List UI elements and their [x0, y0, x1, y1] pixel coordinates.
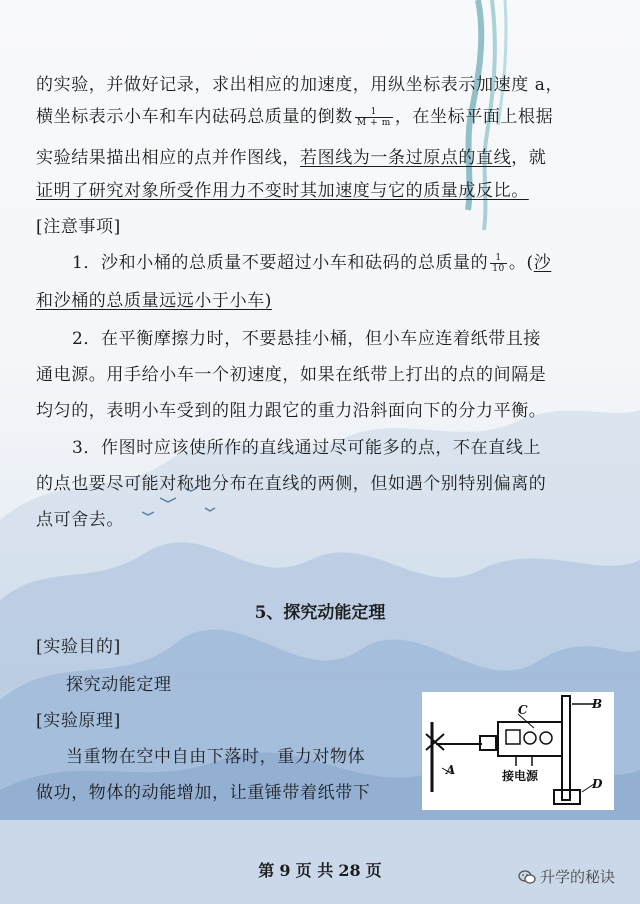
text-line: 当重物在空中自由下落时，重力对物体 [66, 747, 366, 767]
text-segment: 1．沙和小桶的总质量不要超过小车和砝码的总质量的 [72, 253, 489, 273]
page-number: 9 [279, 861, 291, 880]
watermark-text: 升学的秘诀 [540, 868, 616, 886]
text-line [72, 252, 551, 274]
footer-text: 第 [258, 861, 275, 880]
text-line [36, 147, 546, 169]
section-heading: [实验原理] [36, 711, 121, 731]
text-segment: 横坐标表示小车和车内砝码总质量的倒数 [36, 107, 353, 127]
underlined-text-line: 证明了研究对象所受作用力不变时其加速度与它的质量成反比。 [36, 181, 529, 201]
section-heading: [注意事项] [36, 217, 121, 237]
text-line: 探究动能定理 [66, 675, 172, 695]
fraction [355, 107, 393, 128]
text-line: 均匀的，表明小车受到的阻力跟它的重力沿斜面向下的分力平衡。 [36, 401, 547, 421]
text-line: 做功，物体的动能增加，让重锤带着纸带下 [36, 783, 371, 803]
text-segment: 。( [508, 253, 534, 273]
label-d: D [592, 777, 603, 791]
fraction [490, 253, 507, 274]
text-line: 2．在平衡摩擦力时，不要悬挂小桶，但小车应连着纸带且接 [72, 329, 542, 349]
section-title: 5、探究动能定理 [254, 603, 386, 623]
section-heading: [实验目的] [36, 637, 121, 657]
fraction-denominator: 10 [492, 264, 505, 274]
fraction-numerator: 1 [490, 253, 507, 264]
text-segment: 实验结果描出相应的点并作图线， [36, 148, 300, 168]
text-segment: ，在坐标平面上根据 [394, 107, 554, 127]
underlined-text-line: 和沙桶的总质量远远小于小车) [36, 291, 273, 311]
footer-text: 页 [365, 861, 382, 880]
text-line: 点可舍去。 [36, 510, 124, 530]
label-b: B [592, 697, 603, 711]
footer-text: 页 共 [295, 861, 334, 880]
underlined-text: 若图线为一条过原点的直线 [300, 148, 512, 168]
text-line: 的点也要尽可能对称地分布在直线的两侧，但如遇个别特别偏离的 [36, 474, 547, 494]
underlined-text: 沙 [533, 253, 552, 273]
fraction-numerator: 1 [355, 107, 393, 118]
power-label: 接电源 [502, 769, 539, 783]
text-line: 3．作图时应该使所作的直线通过尽可能多的点，不在直线上 [72, 438, 542, 458]
label-a: A [446, 763, 456, 777]
fraction-denominator: M + m [356, 118, 391, 128]
text-line [36, 106, 553, 128]
apparatus-diagram [422, 692, 614, 810]
label-c: C [518, 703, 528, 717]
text-segment: ，就 [511, 148, 547, 168]
apparatus-drawing [422, 692, 614, 810]
watermark [518, 866, 615, 887]
wechat-icon [518, 868, 536, 886]
text-line: 的实验，并做好记录，求出相应的加速度，用纵坐标表示加速度 a， [36, 75, 564, 95]
text-line: 通电源。用手给小车一个初速度，如果在纸带上打出的点的间隔是 [36, 365, 547, 385]
page-total: 28 [338, 861, 361, 880]
